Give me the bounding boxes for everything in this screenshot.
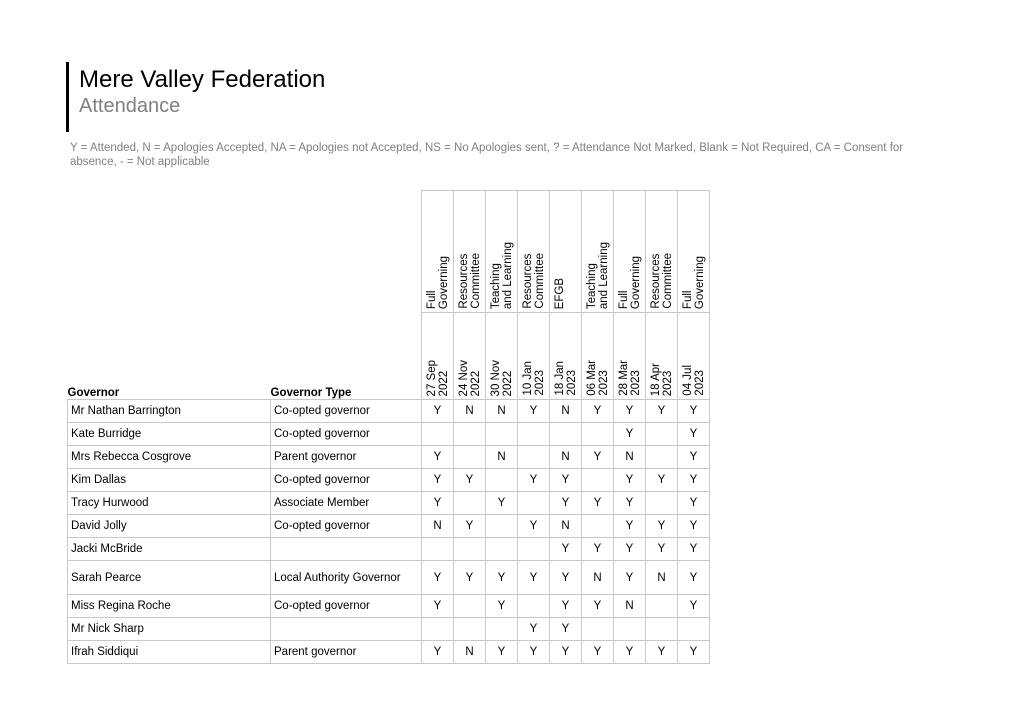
attendance-mark: Y [678,515,710,538]
governor-type: Parent governor [271,641,422,664]
governor-type [271,618,422,641]
attendance-mark [518,595,550,618]
attendance-mark: Y [678,561,710,595]
attendance-mark [422,618,454,641]
meeting-name: Resources Committee [522,253,546,309]
meeting-name: Resources Committee [650,253,674,309]
attendance-mark [518,492,550,515]
title-accent-bar [66,62,69,132]
meeting-date: 30 Nov 2022 [490,359,514,396]
attendance-mark: N [486,446,518,469]
attendance-mark [582,423,614,446]
governor-name: David Jolly [68,515,271,538]
governor-type-column-header: Governor Type [270,387,352,399]
table-row [68,446,710,469]
attendance-mark: Y [454,561,486,595]
meeting-name-header [678,191,710,313]
meeting-name-header [454,191,486,313]
attendance-mark: Y [550,595,582,618]
attendance-mark: Y [614,469,646,492]
attendance-mark: Y [518,400,550,423]
governor-name: Ifrah Siddiqui [68,641,271,664]
attendance-mark [582,469,614,492]
attendance-mark: N [486,400,518,423]
attendance-mark [486,423,518,446]
attendance-mark: Y [454,469,486,492]
attendance-mark [518,446,550,469]
governor-type [271,538,422,561]
attendance-mark: Y [678,423,710,446]
meeting-name: EFGB [554,277,566,309]
attendance-mark: Y [486,492,518,515]
attendance-mark: Y [518,641,550,664]
attendance-mark: N [614,595,646,618]
meeting-name-header [486,191,518,313]
attendance-mark: Y [550,561,582,595]
attendance-mark [454,446,486,469]
attendance-mark: Y [646,538,678,561]
table-row [68,423,710,446]
governor-type: Co-opted governor [271,400,422,423]
attendance-legend: Y = Attended, N = Apologies Accepted, NA = Apologies not Accepted, NS = No Apologies sent, ? = Attendance Not Marked, Blank = Not Required, CA = Consent for absence, - = Not applicable [70,142,904,168]
attendance-mark: Y [614,423,646,446]
attendance-mark: Y [678,400,710,423]
attendance-mark: Y [678,492,710,515]
page-subtitle: Attendance [79,95,181,117]
governor-type: Co-opted governor [271,423,422,446]
table-row [68,618,710,641]
governor-name: Jacki McBride [68,538,271,561]
attendance-mark: N [454,641,486,664]
attendance-mark [678,618,710,641]
attendance-mark: Y [518,561,550,595]
meeting-date: 18 Apr 2023 [650,362,674,396]
meeting-names-row [68,191,710,313]
governor-type: Co-opted governor [271,595,422,618]
attendance-mark: Y [614,515,646,538]
attendance-mark [646,423,678,446]
meeting-date-header [678,313,710,400]
attendance-mark [518,538,550,561]
table-row [68,595,710,618]
attendance-mark [486,538,518,561]
attendance-mark: Y [422,595,454,618]
attendance-mark [454,538,486,561]
meeting-date-header [422,313,454,400]
attendance-mark: Y [678,469,710,492]
attendance-mark: N [550,446,582,469]
attendance-mark: Y [678,595,710,618]
meeting-name-header [422,191,454,313]
attendance-mark: N [422,515,454,538]
table-row [68,400,710,423]
attendance-mark: Y [582,492,614,515]
table-row [68,538,710,561]
meeting-date-header [614,313,646,400]
attendance-mark: Y [646,641,678,664]
meeting-name-header [518,191,550,313]
meeting-date: 04 Jul 2023 [682,365,706,396]
governor-name: Sarah Pearce [68,561,271,595]
governor-column-header: Governor [67,387,120,399]
table-row [68,492,710,515]
attendance-mark: Y [550,469,582,492]
attendance-mark: N [550,400,582,423]
attendance-mark: Y [486,561,518,595]
attendance-mark: Y [582,400,614,423]
meeting-name-header [550,191,582,313]
attendance-mark: Y [646,469,678,492]
attendance-mark: Y [518,469,550,492]
attendance-table [67,190,710,664]
attendance-mark: Y [518,618,550,641]
attendance-mark: Y [678,446,710,469]
meeting-date-header [454,313,486,400]
governor-name: Tracy Hurwood [68,492,271,515]
attendance-mark [518,423,550,446]
attendance-mark [646,492,678,515]
governor-type: Local Authority Governor [271,561,422,595]
attendance-mark: Y [422,400,454,423]
attendance-mark [614,618,646,641]
governor-type: Associate Member [271,492,422,515]
meeting-name: Teaching and Learning [490,241,514,309]
meeting-date: 06 Mar 2023 [586,360,610,396]
meeting-date: 10 Jan 2023 [522,361,546,396]
meeting-name-header [614,191,646,313]
attendance-mark [454,492,486,515]
attendance-mark: Y [614,538,646,561]
attendance-mark: Y [422,641,454,664]
governor-name: Kim Dallas [68,469,271,492]
attendance-mark: Y [550,538,582,561]
attendance-mark: Y [678,641,710,664]
meeting-date-header [550,313,582,400]
meeting-name-header [582,191,614,313]
attendance-mark [454,423,486,446]
attendance-mark: Y [582,641,614,664]
attendance-mark: Y [614,641,646,664]
table-row [68,469,710,492]
attendance-mark: Y [422,469,454,492]
table-row [68,515,710,538]
attendance-mark [582,515,614,538]
governor-name: Kate Burridge [68,423,271,446]
attendance-mark: N [550,515,582,538]
attendance-mark: Y [614,561,646,595]
attendance-mark: Y [550,641,582,664]
attendance-mark [422,423,454,446]
attendance-mark: Y [422,561,454,595]
attendance-mark [550,423,582,446]
governor-type: Parent governor [271,446,422,469]
attendance-mark: Y [614,492,646,515]
meeting-name: Full Governing [682,255,706,309]
attendance-mark: Y [422,446,454,469]
attendance-mark: Y [582,538,614,561]
meeting-name: Teaching and Learning [586,241,610,309]
table-row [68,561,710,595]
attendance-mark [422,538,454,561]
meeting-name: Full Governing [618,255,642,309]
attendance-mark: N [582,561,614,595]
attendance-mark [454,618,486,641]
meeting-name: Full Governing [426,255,450,309]
attendance-mark [646,446,678,469]
attendance-mark: Y [550,492,582,515]
attendance-rows [68,400,710,664]
governor-name: Mr Nathan Barrington [68,400,271,423]
meeting-date: 28 Mar 2023 [618,360,642,396]
attendance-mark: Y [582,446,614,469]
governor-type: Co-opted governor [271,515,422,538]
meeting-name-header [646,191,678,313]
header-blank [68,191,422,313]
attendance-mark: N [646,561,678,595]
meeting-dates-row [68,313,710,400]
meeting-date: 18 Jan 2023 [554,361,578,396]
attendance-mark: N [614,446,646,469]
attendance-mark [486,618,518,641]
attendance-mark: Y [518,515,550,538]
attendance-mark: Y [454,515,486,538]
attendance-mark: Y [646,400,678,423]
meeting-date: 24 Nov 2022 [458,359,482,396]
governor-name: Miss Regina Roche [68,595,271,618]
meeting-date-header [486,313,518,400]
attendance-mark: Y [422,492,454,515]
attendance-mark: N [454,400,486,423]
meeting-date-header [646,313,678,400]
attendance-mark [646,595,678,618]
attendance-mark: Y [678,538,710,561]
attendance-mark: Y [486,595,518,618]
attendance-mark [582,618,614,641]
governor-name: Mr Nick Sharp [68,618,271,641]
attendance-mark [486,515,518,538]
meeting-date: 27 Sep 2022 [426,359,450,396]
attendance-mark: Y [582,595,614,618]
attendance-mark [486,469,518,492]
attendance-mark [454,595,486,618]
attendance-mark: Y [646,515,678,538]
meeting-date-header [582,313,614,400]
meeting-date-header [518,313,550,400]
meeting-name: Resources Committee [458,253,482,309]
attendance-mark: Y [550,618,582,641]
governor-name: Mrs Rebecca Cosgrove [68,446,271,469]
governor-type: Co-opted governor [271,469,422,492]
table-row [68,641,710,664]
page-title: Mere Valley Federation [79,66,326,93]
attendance-mark [646,618,678,641]
attendance-mark: Y [614,400,646,423]
attendance-mark: Y [486,641,518,664]
